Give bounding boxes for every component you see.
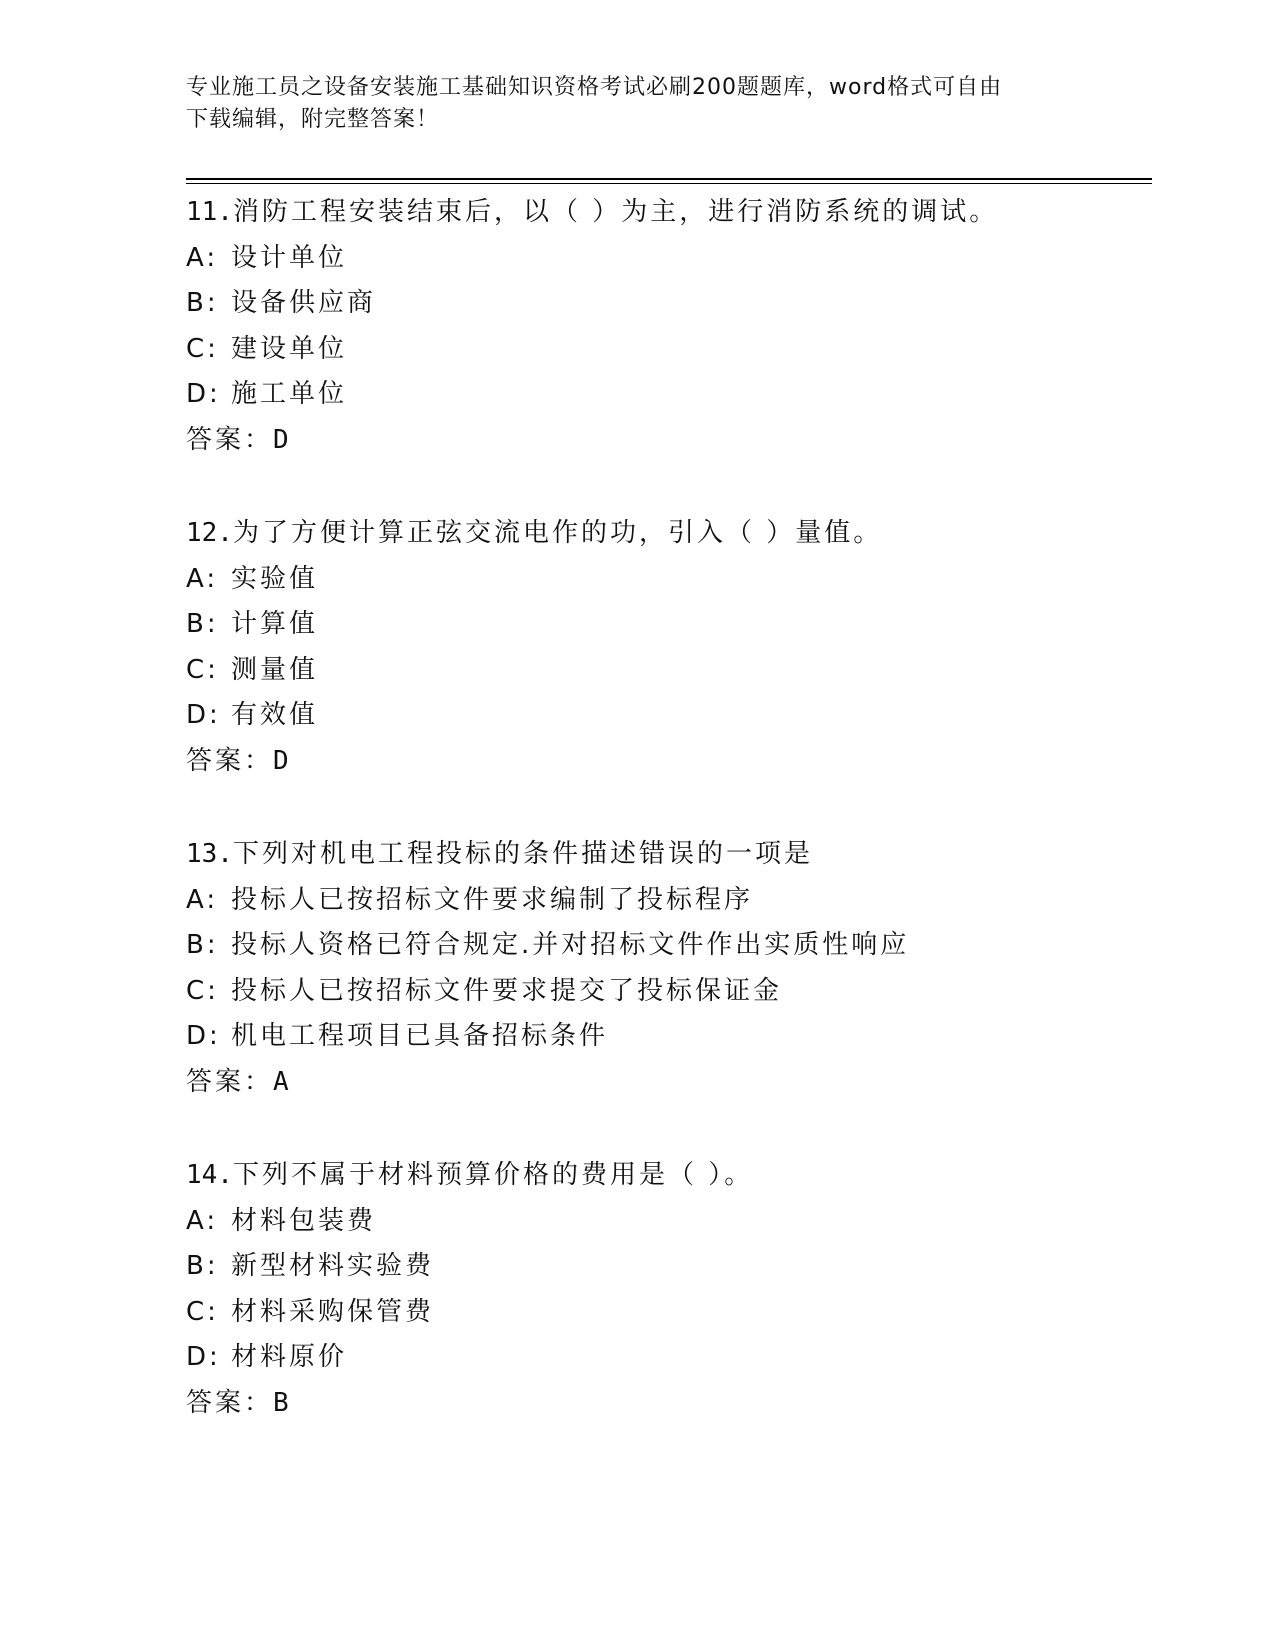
question-stem <box>186 832 1146 878</box>
answer-label: 答案： <box>186 745 274 776</box>
option-text: 投标人已按招标文件要求编制了投标程序 <box>231 884 754 915</box>
option-text: 机电工程项目已具备招标条件 <box>231 1021 609 1051</box>
option-label: B: <box>186 609 219 639</box>
question-block <box>186 1153 1146 1426</box>
option-text: 计算值 <box>231 609 319 639</box>
question-number: 12. <box>186 518 233 548</box>
option-label: A: <box>186 563 219 594</box>
answer-line <box>186 739 1146 785</box>
option-label: C: <box>186 333 219 364</box>
option-text: 新型材料实验费 <box>231 1251 435 1281</box>
header-divider-thick <box>186 178 1152 180</box>
answer-value: D <box>273 745 292 776</box>
answer-label: 答案： <box>186 1066 274 1097</box>
option-a <box>186 878 1146 924</box>
question-block <box>186 190 1146 463</box>
option-label: A: <box>186 1205 219 1236</box>
option-label: C: <box>186 654 219 685</box>
option-b <box>186 1244 1146 1290</box>
option-b <box>186 281 1146 327</box>
option-text: 建设单位 <box>231 333 348 364</box>
question-number: 13. <box>186 839 233 869</box>
answer-line <box>186 1381 1146 1427</box>
question-stem <box>186 190 1146 236</box>
header-line-2: 下载编辑，附完整答案！ <box>186 107 440 132</box>
option-c <box>186 327 1146 373</box>
option-label: B: <box>186 930 219 960</box>
answer-label: 答案： <box>186 424 274 455</box>
header-line-1: 专业施工员之设备安装施工基础知识资格考试必刷200题题库，word格式可自由 <box>186 75 1003 100</box>
header-divider-thin <box>186 183 1152 184</box>
option-label: B: <box>186 1251 219 1281</box>
option-d <box>186 1335 1146 1381</box>
option-label: A: <box>186 242 219 273</box>
option-a <box>186 1199 1146 1245</box>
option-text: 材料原价 <box>231 1342 348 1372</box>
question-list <box>186 190 1146 1474</box>
option-label: D: <box>186 1342 221 1372</box>
question-block <box>186 511 1146 784</box>
option-c <box>186 648 1146 694</box>
question-number: 11. <box>186 197 233 227</box>
option-c <box>186 969 1146 1015</box>
option-text: 施工单位 <box>231 379 348 409</box>
option-d <box>186 372 1146 418</box>
option-c <box>186 1290 1146 1336</box>
option-text: 设计单位 <box>231 242 348 273</box>
option-label: A: <box>186 884 219 915</box>
question-stem <box>186 1153 1146 1199</box>
option-text: 投标人资格已符合规定.并对招标文件作出实质性响应 <box>231 930 910 960</box>
option-text: 材料采购保管费 <box>231 1296 435 1327</box>
option-text: 测量值 <box>231 654 319 685</box>
option-b <box>186 602 1146 648</box>
question-block <box>186 832 1146 1105</box>
answer-value: B <box>273 1387 292 1418</box>
question-text: 消防工程安装结束后，以（ ）为主，进行消防系统的调试。 <box>232 197 999 227</box>
option-a <box>186 557 1146 603</box>
document-header <box>186 72 1086 136</box>
option-label: C: <box>186 1296 219 1327</box>
option-label: D: <box>186 1021 221 1051</box>
option-d <box>186 693 1146 739</box>
option-text: 有效值 <box>231 700 319 730</box>
option-b <box>186 923 1146 969</box>
option-text: 设备供应商 <box>231 288 377 318</box>
answer-value: A <box>273 1066 292 1097</box>
option-text: 投标人已按招标文件要求提交了投标保证金 <box>231 975 783 1006</box>
answer-value: D <box>273 424 292 455</box>
option-d <box>186 1014 1146 1060</box>
answer-line <box>186 1060 1146 1106</box>
option-label: D: <box>186 700 221 730</box>
answer-label: 答案： <box>186 1387 274 1418</box>
answer-line <box>186 418 1146 464</box>
question-stem <box>186 511 1146 557</box>
question-text: 为了方便计算正弦交流电作的功，引入（ ）量值。 <box>232 518 883 548</box>
option-label: D: <box>186 379 221 409</box>
question-text: 下列不属于材料预算价格的费用是（ ）。 <box>232 1160 754 1190</box>
option-label: B: <box>186 288 219 318</box>
option-text: 实验值 <box>231 563 319 594</box>
question-number: 14. <box>186 1160 233 1190</box>
option-label: C: <box>186 975 219 1006</box>
option-a <box>186 236 1146 282</box>
option-text: 材料包装费 <box>231 1205 377 1236</box>
question-text: 下列对机电工程投标的条件描述错误的一项是 <box>232 839 813 869</box>
